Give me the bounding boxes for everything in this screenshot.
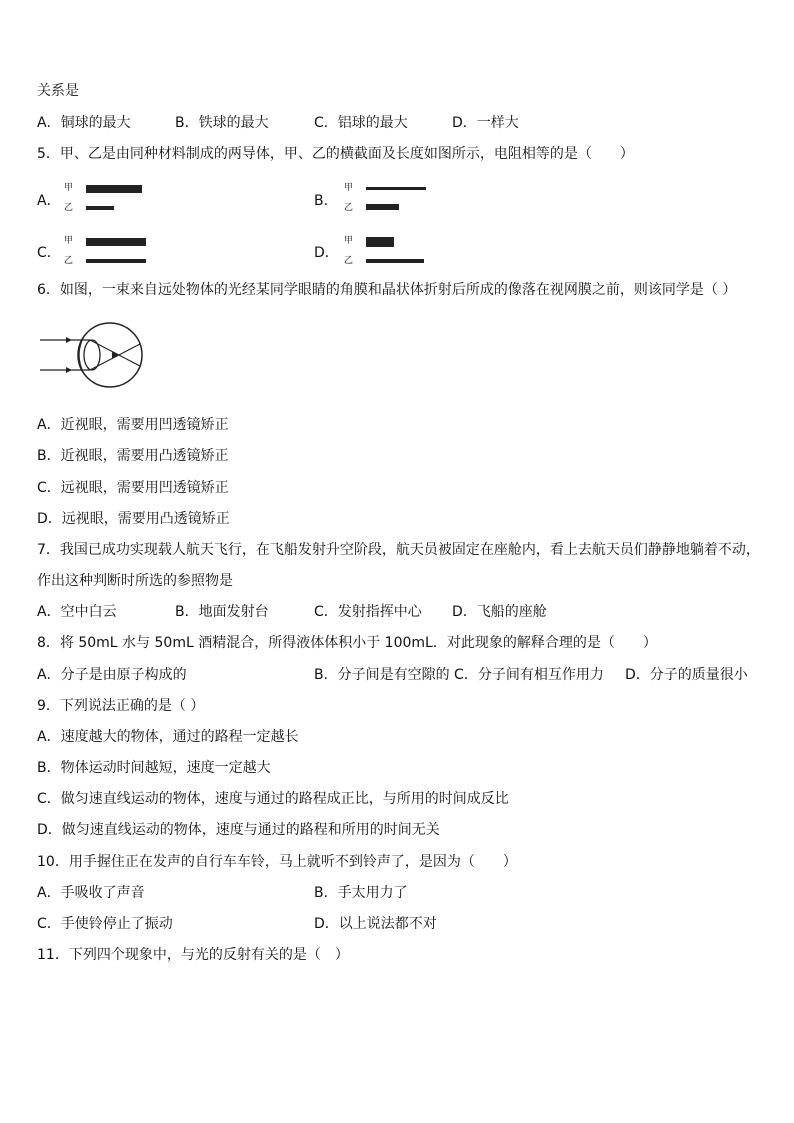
yi-label: 乙 — [344, 203, 354, 213]
q6-option-a: A．近视眼，需要用凹透镜矫正 — [37, 417, 229, 433]
eye-diagram-figure — [40, 318, 150, 394]
jia-label: 甲 — [64, 183, 74, 193]
jia-label: 甲 — [64, 236, 74, 246]
q10-option-c: C．手使铃停止了振动 — [37, 916, 173, 932]
yi-label: 乙 — [64, 203, 74, 213]
q9-option-a: A．速度越大的物体，通过的路程一定越长 — [37, 729, 299, 745]
q7-option-c: C．发射指挥中心 — [314, 604, 422, 620]
q7-stem-line2: 作出这种判断时所选的参照物是 — [37, 573, 233, 589]
q4-option-c: C．铝球的最大 — [314, 115, 408, 131]
conductor-yi — [86, 259, 146, 263]
intro-text: 关系是 — [37, 83, 79, 99]
q9-stem: 9．下列说法正确的是（ ） — [37, 698, 205, 714]
q8-option-d: D．分子的质量很小 — [625, 667, 748, 683]
conductor-yi — [366, 204, 399, 210]
jia-label: 甲 — [344, 183, 354, 193]
conductor-jia — [86, 238, 146, 246]
q6-stem: 6．如图，一束来自远处物体的光经某同学眼睛的角膜和晶状体折射后所成的像落在视网膜之前，则该同学是（ ） — [37, 282, 737, 298]
conductor-yi — [86, 206, 114, 210]
conductor-jia — [366, 237, 394, 247]
q5-option-d-label: D． — [314, 245, 339, 261]
q8-option-b-c: B．分子间是有空隙的 C．分子间有相互作用力 — [314, 667, 604, 683]
q4-option-d: D．一样大 — [452, 115, 519, 131]
q6-option-c: C．远视眼，需要用凹透镜矫正 — [37, 480, 229, 496]
q9-option-d: D．做匀速直线运动的物体，速度与通过的路程和所用的时间无关 — [37, 822, 440, 838]
q7-option-a: A．空中白云 — [37, 604, 117, 620]
q10-option-d: D．以上说法都不对 — [314, 916, 437, 932]
q6-option-d: D．远视眼，需要用凸透镜矫正 — [37, 511, 230, 527]
q8-stem: 8．将 50mL 水与 50mL 酒精混合，所得液体体积小于 100mL．对此现象的解释合理的是（ ） — [37, 635, 657, 651]
q7-stem-line1: 7．我国已成功实现载人航天飞行，在飞船发射升空阶段，航天员被固定在座舱内，看上去航天员们静静地躺着不动， — [37, 542, 760, 558]
q10-stem: 10．用手握住正在发声的自行车车铃，马上就听不到铃声了，是因为（ ） — [37, 854, 517, 870]
q10-option-b: B．手太用力了 — [314, 885, 408, 901]
jia-label: 甲 — [344, 236, 354, 246]
q5-option-c-label: C． — [37, 245, 61, 261]
conductor-yi — [366, 259, 424, 263]
yi-label: 乙 — [344, 256, 354, 266]
q10-option-a: A．手吸收了声音 — [37, 885, 145, 901]
q8-option-a: A．分子是由原子构成的 — [37, 667, 187, 683]
q5-option-b-label: B． — [314, 193, 338, 209]
q4-option-b: B．铁球的最大 — [175, 115, 269, 131]
q6-option-b: B．近视眼，需要用凸透镜矫正 — [37, 448, 229, 464]
q11-stem: 11．下列四个现象中，与光的反射有关的是（ ） — [37, 947, 349, 963]
q5-option-a-label: A． — [37, 193, 61, 209]
q5-stem: 5．甲、乙是由同种材料制成的两导体，甲、乙的横截面及长度如图所示，电阻相等的是（ ） — [37, 146, 634, 162]
q4-option-a: A．铜球的最大 — [37, 115, 131, 131]
conductor-jia — [86, 185, 142, 193]
q7-option-b: B．地面发射台 — [175, 604, 269, 620]
conductor-jia — [366, 187, 426, 190]
q7-option-d: D．飞船的座舱 — [452, 604, 547, 620]
yi-label: 乙 — [64, 256, 74, 266]
q9-option-b: B．物体运动时间越短，速度一定越大 — [37, 760, 271, 776]
q9-option-c: C．做匀速直线运动的物体，速度与通过的路程成正比，与所用的时间成反比 — [37, 791, 509, 807]
